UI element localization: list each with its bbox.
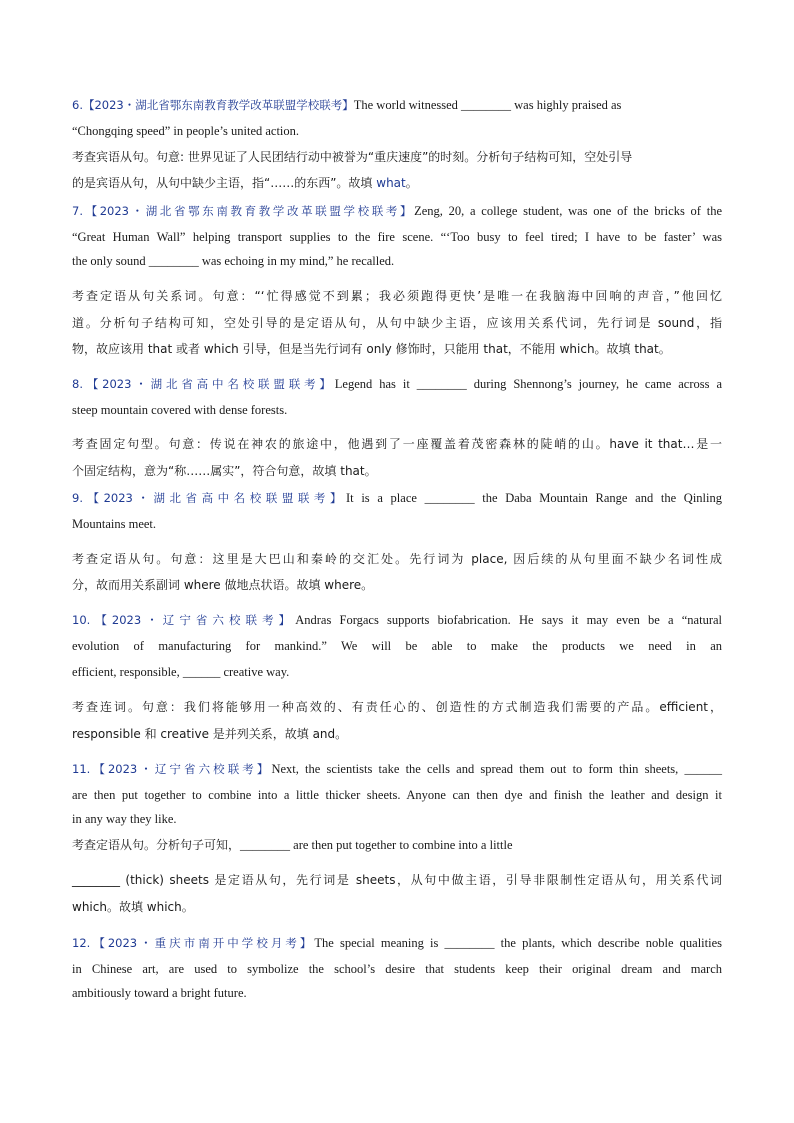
explanation-line: 考查定语从句。分析句子可知，________ are then put together to combine into a little (72, 838, 513, 852)
explanation-line: 考查连词。句意：我们将能够用一种高效的、有责任心的、创造性的方式制造我们需要的产品。efficient， (72, 700, 722, 714)
question-9 (72, 489, 722, 507)
question-text-line: are then put together to combine into a little thicker sheets. Anyone can then dye and finish the leather and design it (72, 788, 722, 802)
question-text: Zeng, 20, a college student, was one of the bricks of the (414, 204, 722, 218)
question-text: Andras Forgacs supports biofabrication. He says it may even be a “natural (295, 613, 723, 627)
explanation-line: ________ (thick) sheets 是定语从句，先行词是 sheets，从句中做主语，引导非限制性定语从句，用关系代词 (72, 873, 722, 887)
question-source: 【2023・辽宁省六校联考】 (90, 762, 272, 776)
question-source: 【2023・湖北省鄂东南教育教学改革联盟学校联考】 (82, 98, 354, 112)
explanation-line: 道。分析句子结构可知，空处引导的是定语从句，从句中缺少主语，应该用关系代词，先行词是 sound，指 (72, 316, 722, 330)
explanation-line: 考查宾语从句。句意: 世界见证了人民团结行动中被誉为“重庆速度”的时刻。分析句子结构可知，空处引导 (72, 150, 633, 164)
question-text: Next, the scientists take the cells and spread them out to form thin sheets, ______ (271, 762, 722, 776)
question-8 (72, 375, 722, 393)
question-text-line: in Chinese art, are used to symbolize the school’s desire that students keep their original dream and march (72, 962, 722, 976)
explanation-line: 考查固定句型。句意：传说在神农的旅途中，他遇到了一座覆盖着茂密森林的陡峭的山。have it that…是一 (72, 437, 722, 451)
question-text: Legend has it ________ during Shennong’s journey, he came across a (334, 377, 722, 391)
explanation-line: 物，故应该用 that 或者 which 引导，但是当先行词有 only 修饰时，只能用 that，不能用 which。故填 that。 (72, 342, 671, 356)
question-text: The special meaning is ________ the plants, which describe noble qualities (314, 936, 722, 950)
question-source: 【2023・湖北省高中名校联盟联考】 (82, 491, 347, 505)
question-text: The world witnessed ________ was highly praised as (353, 98, 622, 112)
question-12 (72, 934, 722, 952)
question-source: 【2023・湖北省高中名校联盟联考】 (82, 377, 335, 391)
explanation-line: 考查定语从句。句意：这里是大巴山和秦岭的交汇处。先行词为 place, 因后续的从句里面不缺少名词性成 (72, 552, 722, 566)
question-number: 8. (72, 377, 83, 391)
question-text-line: ambitiously toward a bright future. (72, 986, 247, 1000)
question-10 (72, 611, 722, 629)
question-source: 【2023・重庆市南开中学校月考】 (90, 936, 315, 950)
explanation-line: 的是宾语从句，从句中缺少主语，指“……的东西”。故填 what。 (72, 176, 418, 190)
question-text-line: “Chongqing speed” in people’s united action. (72, 124, 300, 138)
question-6 (72, 96, 722, 114)
question-text: It is a place ________ the Daba Mountain Range and the Qinling (346, 491, 723, 505)
question-number: 12. (72, 936, 91, 950)
explanation-line: responsible 和 creative 是并列关系，故填 and。 (72, 727, 348, 741)
question-source: 【2023・湖北省鄂东南教育教学改革联盟学校联考】 (82, 204, 415, 218)
question-number: 6. (72, 98, 83, 112)
question-text-line: evolution of manufacturing for mankind.” We will be able to make the products we need in an (72, 639, 722, 653)
question-text-line: the only sound ________ was echoing in my mind,” he recalled. (72, 254, 395, 268)
question-text-line: efficient, responsible, ______ creative way. (72, 665, 290, 679)
question-number: 11. (72, 762, 91, 776)
explanation-line: 考查定语从句关系词。句意：“‘忙得感觉不到累；我必须跑得更快’是唯一在我脑海中回响的声音，”他回忆 (72, 289, 722, 303)
question-text-line: steep mountain covered with dense forests. (72, 403, 288, 417)
explanation-line: 分，故而用关系副词 where 做地点状语。故填 where。 (72, 578, 374, 592)
question-number: 9. (72, 491, 83, 505)
question-text-line: in any way they like. (72, 812, 177, 826)
explanation-line: which。故填 which。 (72, 900, 194, 914)
question-text-line: “Great Human Wall” helping transport supplies to the fire scene. “‘Too busy to feel tired; I have to be faster’ was (72, 230, 722, 244)
question-11 (72, 760, 722, 778)
question-text-line: Mountains meet. (72, 517, 157, 531)
explanation-line: 个固定结构，意为“称……属实”，符合句意，故填 that。 (72, 464, 377, 478)
answer: what (376, 176, 406, 190)
question-number: 10. (72, 613, 91, 627)
question-number: 7. (72, 204, 83, 218)
question-source: 【2023・辽宁省六校联考】 (90, 613, 296, 627)
question-7 (72, 202, 722, 220)
